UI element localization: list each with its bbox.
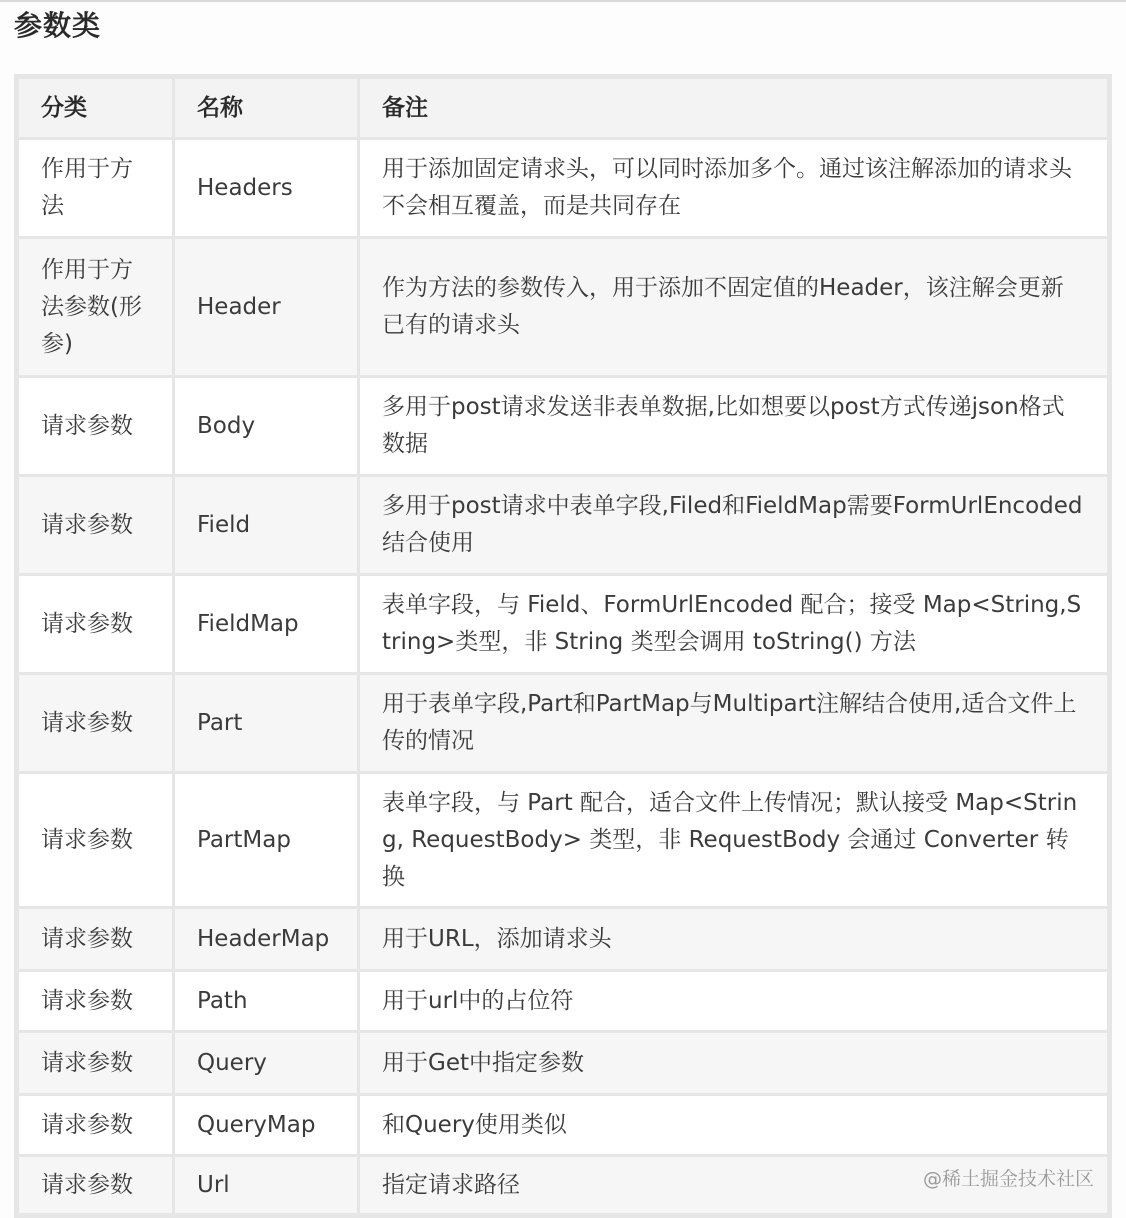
cell-note: 多用于post请求发送非表单数据,比如想要以post方式传递json格式数据 (360, 378, 1107, 474)
table-row (19, 909, 1107, 969)
cell-category: 请求参数 (19, 1096, 172, 1154)
cell-note: 用于url中的占位符 (360, 972, 1107, 1030)
cell-category: 请求参数 (19, 378, 172, 474)
cell-name: HeaderMap (175, 909, 357, 969)
top-divider (0, 0, 1126, 2)
table-row (19, 576, 1107, 672)
cell-name: Header (175, 239, 357, 375)
table-row (19, 1096, 1107, 1154)
cell-name: QueryMap (175, 1096, 357, 1154)
header-category: 分类 (19, 79, 172, 137)
table-row (19, 239, 1107, 375)
table-row (19, 140, 1107, 236)
cell-note: 用于添加固定请求头，可以同时添加多个。通过该注解添加的请求头不会相互覆盖，而是共同存在 (360, 140, 1107, 236)
table-row (19, 675, 1107, 771)
table-row (19, 378, 1107, 474)
cell-name: Part (175, 675, 357, 771)
watermark: @稀土掘金技术社区 (922, 1168, 1094, 1190)
cell-note: 用于表单字段,Part和PartMap与Multipart注解结合使用,适合文件上传的情况 (360, 675, 1107, 771)
parameter-table-container (14, 74, 1112, 1218)
cell-name: Path (175, 972, 357, 1030)
header-name: 名称 (175, 79, 357, 137)
cell-category: 请求参数 (19, 477, 172, 573)
table-header-row (19, 79, 1107, 137)
cell-category: 请求参数 (19, 909, 172, 969)
cell-category: 请求参数 (19, 576, 172, 672)
cell-name: FieldMap (175, 576, 357, 672)
cell-category: 请求参数 (19, 1033, 172, 1093)
cell-note: 用于URL，添加请求头 (360, 909, 1107, 969)
cell-note: 多用于post请求中表单字段,Filed和FieldMap需要FormUrlEncoded结合使用 (360, 477, 1107, 573)
parameter-table (16, 76, 1110, 1216)
table-row (19, 477, 1107, 573)
cell-name: Headers (175, 140, 357, 236)
cell-note: 表单字段，与 Field、FormUrlEncoded 配合；接受 Map<String,String>类型，非 String 类型会调用 toString() 方法 (360, 576, 1107, 672)
cell-name: PartMap (175, 774, 357, 906)
cell-category: 作用于方法参数(形参) (19, 239, 172, 375)
cell-category: 作用于方法 (19, 140, 172, 236)
cell-name: Field (175, 477, 357, 573)
cell-name: Url (175, 1157, 357, 1213)
cell-category: 请求参数 (19, 972, 172, 1030)
cell-name: Body (175, 378, 357, 474)
cell-note: 指定请求路径 (360, 1157, 1107, 1213)
table-row (19, 774, 1107, 906)
section-title: 参数类 (14, 9, 102, 42)
cell-category: 请求参数 (19, 774, 172, 906)
cell-note: 用于Get中指定参数 (360, 1033, 1107, 1093)
table-row (19, 972, 1107, 1030)
cell-category: 请求参数 (19, 675, 172, 771)
cell-category: 请求参数 (19, 1157, 172, 1213)
cell-note: 表单字段，与 Part 配合，适合文件上传情况；默认接受 Map<String, RequestBody> 类型，非 RequestBody 会通过 Converter 转换 (360, 774, 1107, 906)
cell-name: Query (175, 1033, 357, 1093)
cell-note: 和Query使用类似 (360, 1096, 1107, 1154)
header-note: 备注 (360, 79, 1107, 137)
table-row (19, 1033, 1107, 1093)
cell-note: 作为方法的参数传入，用于添加不固定值的Header，该注解会更新已有的请求头 (360, 239, 1107, 375)
